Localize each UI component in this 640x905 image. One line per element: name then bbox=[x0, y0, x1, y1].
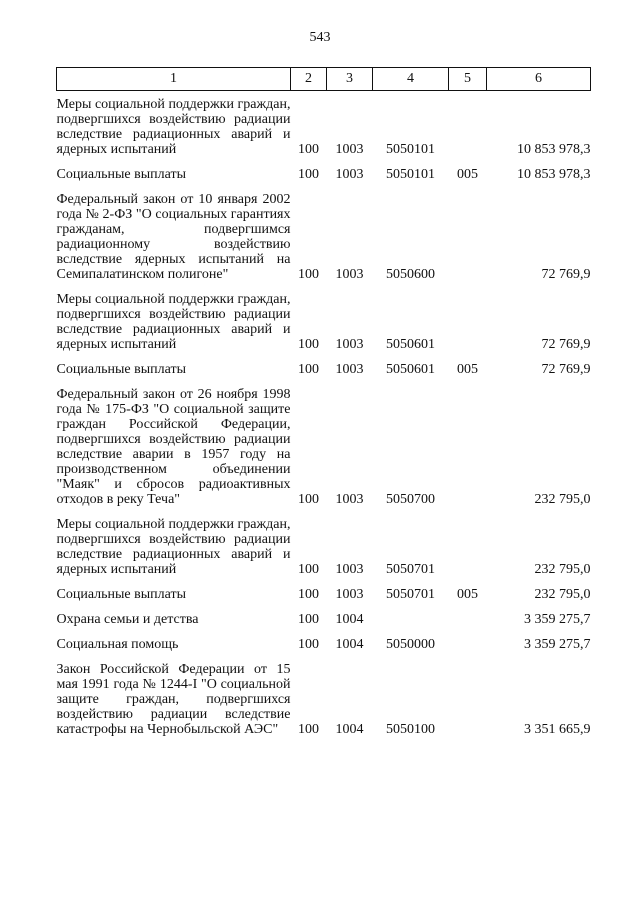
row-code-ministry: 100 bbox=[298, 337, 319, 352]
header-col-1: 1 bbox=[57, 68, 291, 91]
row-code-section: 1003 bbox=[335, 267, 364, 282]
row-name: Федеральный закон от 10 января 2002 года № 2-ФЗ "О социальных гарантиях гражданам, подвергшимся радиационному воздействию вследствие ядерных испытаний на Семипалатинском полигоне" bbox=[56, 192, 291, 282]
header-col-5: 5 bbox=[449, 68, 487, 91]
row-amount: 3 359 275,7 bbox=[524, 612, 591, 627]
row-code-type bbox=[449, 377, 487, 507]
row-code-ministry: 100 bbox=[298, 562, 319, 577]
row-code-ministry: 100 bbox=[298, 167, 319, 182]
row-code-type bbox=[449, 652, 487, 737]
table-header-row bbox=[57, 68, 591, 91]
row-name: Закон Российской Федерации от 15 мая 1991 года № 1244-I "О социальной защите граждан, подвергшихся воздействию радиации вследствие катастрофы на Чернобыльской АЭС" bbox=[56, 662, 291, 737]
row-name: Меры социальной поддержки граждан, подвергшихся воздействию радиации вследствие радиационных аварий и ядерных испытаний bbox=[56, 517, 291, 577]
row-code-type bbox=[449, 282, 487, 352]
row-name: Социальные выплаты bbox=[56, 362, 187, 377]
row-amount: 72 769,9 bbox=[541, 267, 591, 282]
row-amount: 232 795,0 bbox=[534, 562, 591, 577]
table-row bbox=[57, 352, 591, 377]
header-col-6: 6 bbox=[487, 68, 591, 91]
row-code-section: 1003 bbox=[335, 337, 364, 352]
row-code-article: 5050601 bbox=[386, 362, 435, 377]
row-code-type: 005 bbox=[457, 167, 478, 182]
row-amount: 232 795,0 bbox=[534, 587, 591, 602]
row-code-ministry: 100 bbox=[298, 612, 319, 627]
header-col-2: 2 bbox=[291, 68, 327, 91]
table-row bbox=[57, 91, 591, 158]
row-code-article: 5050700 bbox=[386, 492, 435, 507]
row-code-section: 1003 bbox=[335, 362, 364, 377]
row-amount: 72 769,9 bbox=[541, 362, 591, 377]
page-number: 543 bbox=[309, 30, 331, 45]
header-col-3: 3 bbox=[327, 68, 373, 91]
row-code-ministry: 100 bbox=[298, 362, 319, 377]
row-code-section: 1004 bbox=[335, 612, 364, 627]
row-name: Охрана семьи и детства bbox=[56, 612, 199, 627]
table-row bbox=[57, 507, 591, 577]
row-code-type bbox=[449, 627, 487, 652]
table-row bbox=[57, 627, 591, 652]
row-code-article: 5050701 bbox=[386, 562, 435, 577]
table-row bbox=[57, 652, 591, 737]
row-code-section: 1004 bbox=[335, 722, 364, 737]
row-code-section: 1003 bbox=[335, 562, 364, 577]
row-amount: 3 359 275,7 bbox=[524, 637, 591, 652]
row-name: Социальные выплаты bbox=[56, 167, 187, 182]
row-amount: 72 769,9 bbox=[541, 337, 591, 352]
row-amount: 10 853 978,3 bbox=[517, 142, 591, 157]
row-amount: 3 351 665,9 bbox=[524, 722, 591, 737]
row-code-article: 5050000 bbox=[386, 637, 435, 652]
row-code-ministry: 100 bbox=[298, 142, 319, 157]
row-code-article: 5050101 bbox=[386, 142, 435, 157]
row-code-article: 5050101 bbox=[386, 167, 435, 182]
row-amount: 232 795,0 bbox=[534, 492, 591, 507]
row-code-type bbox=[449, 602, 487, 627]
table-row bbox=[57, 157, 591, 182]
row-code-article: 5050701 bbox=[386, 587, 435, 602]
row-code-type bbox=[449, 91, 487, 158]
row-code-type bbox=[449, 182, 487, 282]
row-code-section: 1003 bbox=[335, 142, 364, 157]
row-code-ministry: 100 bbox=[298, 722, 319, 737]
row-code-ministry: 100 bbox=[298, 587, 319, 602]
table-row bbox=[57, 577, 591, 602]
row-code-ministry: 100 bbox=[298, 492, 319, 507]
row-amount: 10 853 978,3 bbox=[517, 167, 591, 182]
row-code-section: 1003 bbox=[335, 167, 364, 182]
row-code-type bbox=[449, 507, 487, 577]
budget-table bbox=[56, 67, 591, 737]
table-row bbox=[57, 282, 591, 352]
row-code-ministry: 100 bbox=[298, 637, 319, 652]
row-code-section: 1003 bbox=[335, 492, 364, 507]
row-name: Социальная помощь bbox=[56, 637, 179, 652]
row-code-type: 005 bbox=[457, 587, 478, 602]
row-code-section: 1004 bbox=[335, 637, 364, 652]
row-code-type: 005 bbox=[457, 362, 478, 377]
row-name: Социальные выплаты bbox=[56, 587, 187, 602]
table-row bbox=[57, 602, 591, 627]
table-row bbox=[57, 182, 591, 282]
row-code-article: 5050600 bbox=[386, 267, 435, 282]
header-col-4: 4 bbox=[373, 68, 449, 91]
row-code-ministry: 100 bbox=[298, 267, 319, 282]
table-row bbox=[57, 377, 591, 507]
row-code-section: 1003 bbox=[335, 587, 364, 602]
row-name: Меры социальной поддержки граждан, подвергшихся воздействию радиации вследствие радиационных аварий и ядерных испытаний bbox=[56, 292, 291, 352]
row-code-article: 5050601 bbox=[386, 337, 435, 352]
row-code-article bbox=[373, 602, 449, 627]
row-name: Федеральный закон от 26 ноября 1998 года № 175-ФЗ "О социальной защите граждан Российской Федерации, подвергшихся воздействию радиации вследствие аварии в 1957 году на производственном объединении "Маяк" и сбросов радиоактивных отходов в реку Теча" bbox=[56, 387, 291, 507]
row-code-article: 5050100 bbox=[386, 722, 435, 737]
row-name: Меры социальной поддержки граждан, подвергшихся воздействию радиации вследствие радиационных аварий и ядерных испытаний bbox=[56, 97, 291, 157]
